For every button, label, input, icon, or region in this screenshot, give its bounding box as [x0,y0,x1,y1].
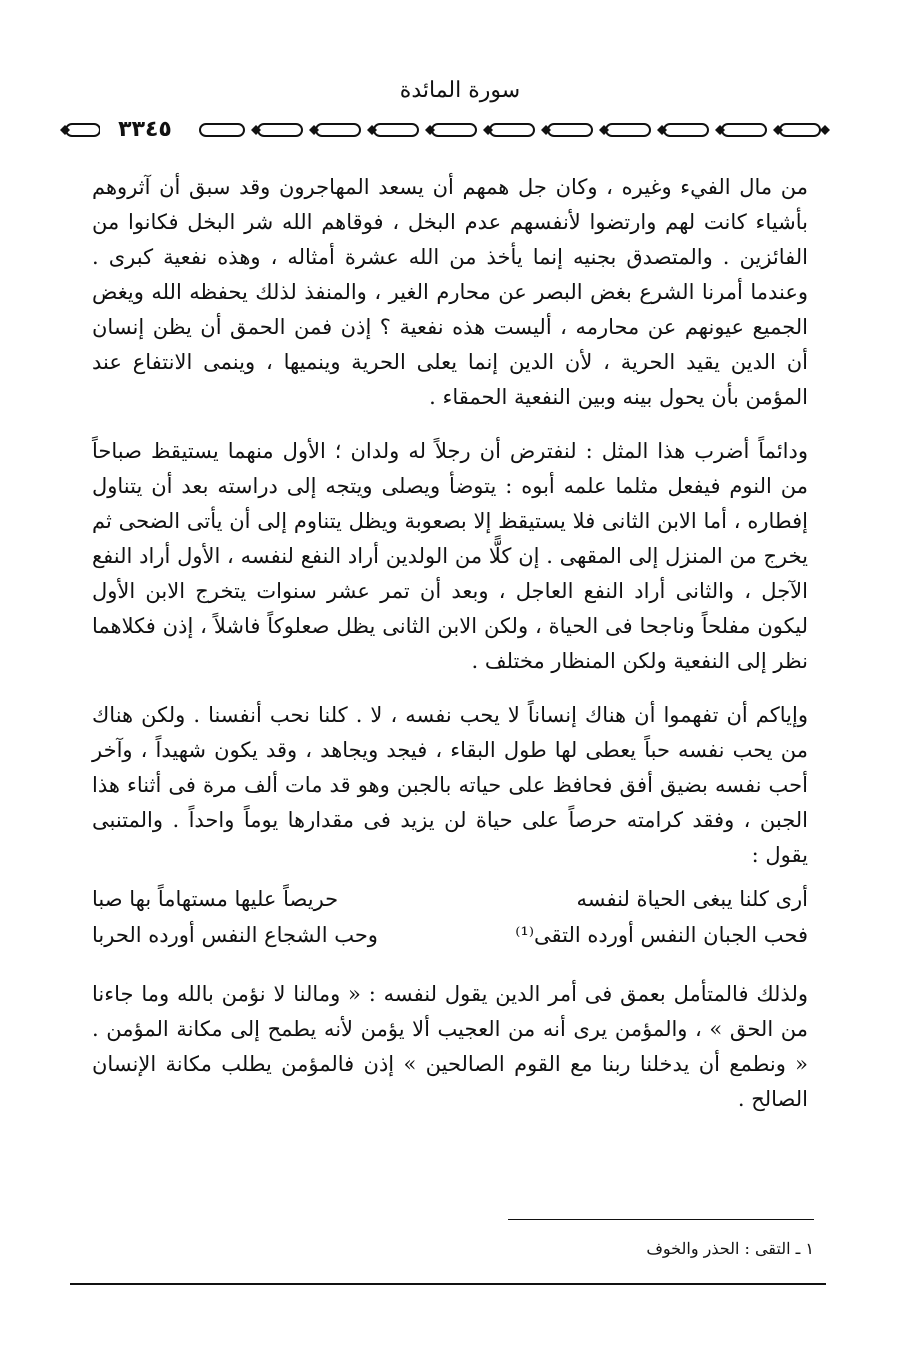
page-bottom-rule [70,1283,826,1285]
ornament-link [722,124,766,136]
poem-verse [92,917,808,953]
paragraph: ولذلك فالمتأمل بعمق فى أمر الدين يقول لنفسه : « ومالنا لا نؤمن بالله وما جاءنا من الحق » ، والمؤمن يرى أنه من العجيب ألا يؤمن لأنه يطمح إلى مكانة المؤمن . « ونطمع أن يدخلنا ربنا مع القوم الصالحين » إذن فالمؤمن يطلب مكانة الإنسان الصالح . [92,982,808,1111]
paragraph: ودائماً أضرب هذا المثل : لنفترض أن رجلاً له ولدان ؛ الأول منهما يستيقظ صباحاً من النوم فيفعل مثلما علمه أبوه : يتوضأ ويصلى ويتجه إلى دراسته بعد أن يتناول إفطاره ، أما الابن الثانى فلا يستيقظ إلا بصعوبة ويظل يتناوم إلى أن يأتى الضحى ثم يخرج من المنزل إلى المقهى . إن كلًّا من الولدين أراد النفع لنفسه ، الأول أراد النفع الآجل ، والثانى أراد النفع العاجل ، وبعد أن تمر عشر سنوات يتخرج الابن الأول ليكون مفلحاً وناجحا فى الحياة ، ولكن الابن الثانى يظل صعلوكاً فاشلاً ، إذن فكلاهما نظر إلى النفعية ولكن المنظار مختلف . [92,439,808,673]
ornament-link [200,124,244,136]
footnote: ١ ـ التقى : الحذر والخوف [646,1239,814,1258]
ornament-link [258,124,302,136]
surah-title: سورة المائدة [399,78,521,103]
verse-first-hemistich: أرى كلنا يبغى الحياة لنفسه [576,887,808,911]
ornament-link [606,124,650,136]
ornament-link [548,124,592,136]
paragraph: من مال الفيء وغيره ، وكان جل همهم أن يسعد المهاجرون وقد سبق أن آثروهم بأشياء كانت لهم وارتضوا لأنفسهم عدم البخل ، فوقاهم الله شر البخل فكانوا من الفائزين . والمتصدق بجنيه إنما يأخذ من الله عشرة أمثاله ، وهذه نفعية كبرى . وعندما أمرنا الشرع بغض البصر عن محارم الغير ، والمنفذ لذلك يحفظه الله ويغض الجميع عيونهم عن محارمه ، أليست هذه نفعية ؟ إذن فمن الحمق أن يظن إنسان أن الدين يقيد الحرية ، لأن الدين إنما يعلى الحرية وينميها ، وينمى الانتفاع عند المؤمن بأن يحول بينه وبين النفعية الحمقاء . [92,175,808,409]
paragraph: وإياكم أن تفهموا أن هناك إنساناً لا يحب نفسه ، لا . كلنا نحب أنفسنا . ولكن هناك من يحب نفسه حباً يعطى لها طول البقاء ، فيجد ويجاهد ، وقد يكون شهيداً ، وآخر أحب نفسه بضيق أفق فحافظ على حياته بالجبن وهو قد مات ألف مرة فى أثناء هذا الجبن ، وفقد كرامته حرصاً على حياة لن يزيد فى مقدارها يوماً واحداً . والمتنبى يقول : [92,703,808,867]
ornament-link [780,124,820,136]
verse-second-hemistich: وحب الشجاع النفس أورده الحربا [92,923,378,947]
poem [92,881,808,953]
ornament-link [664,124,708,136]
ornament-link [374,124,418,136]
ornament-link [432,124,476,136]
verse-second-hemistich: حريصاً عليها مستهاماً بها صبا [92,887,339,911]
ornament-link [316,124,360,136]
page-number: ٣٣٤٥ [100,116,190,144]
ornament-link [490,124,534,136]
ornament-link [66,124,100,136]
main-text [92,170,808,1136]
verse-first-hemistich: فحب الجبان النفس أورده التقى⁽¹⁾ [515,923,808,947]
footnote-divider [508,1219,814,1220]
poem-verse [92,881,808,917]
